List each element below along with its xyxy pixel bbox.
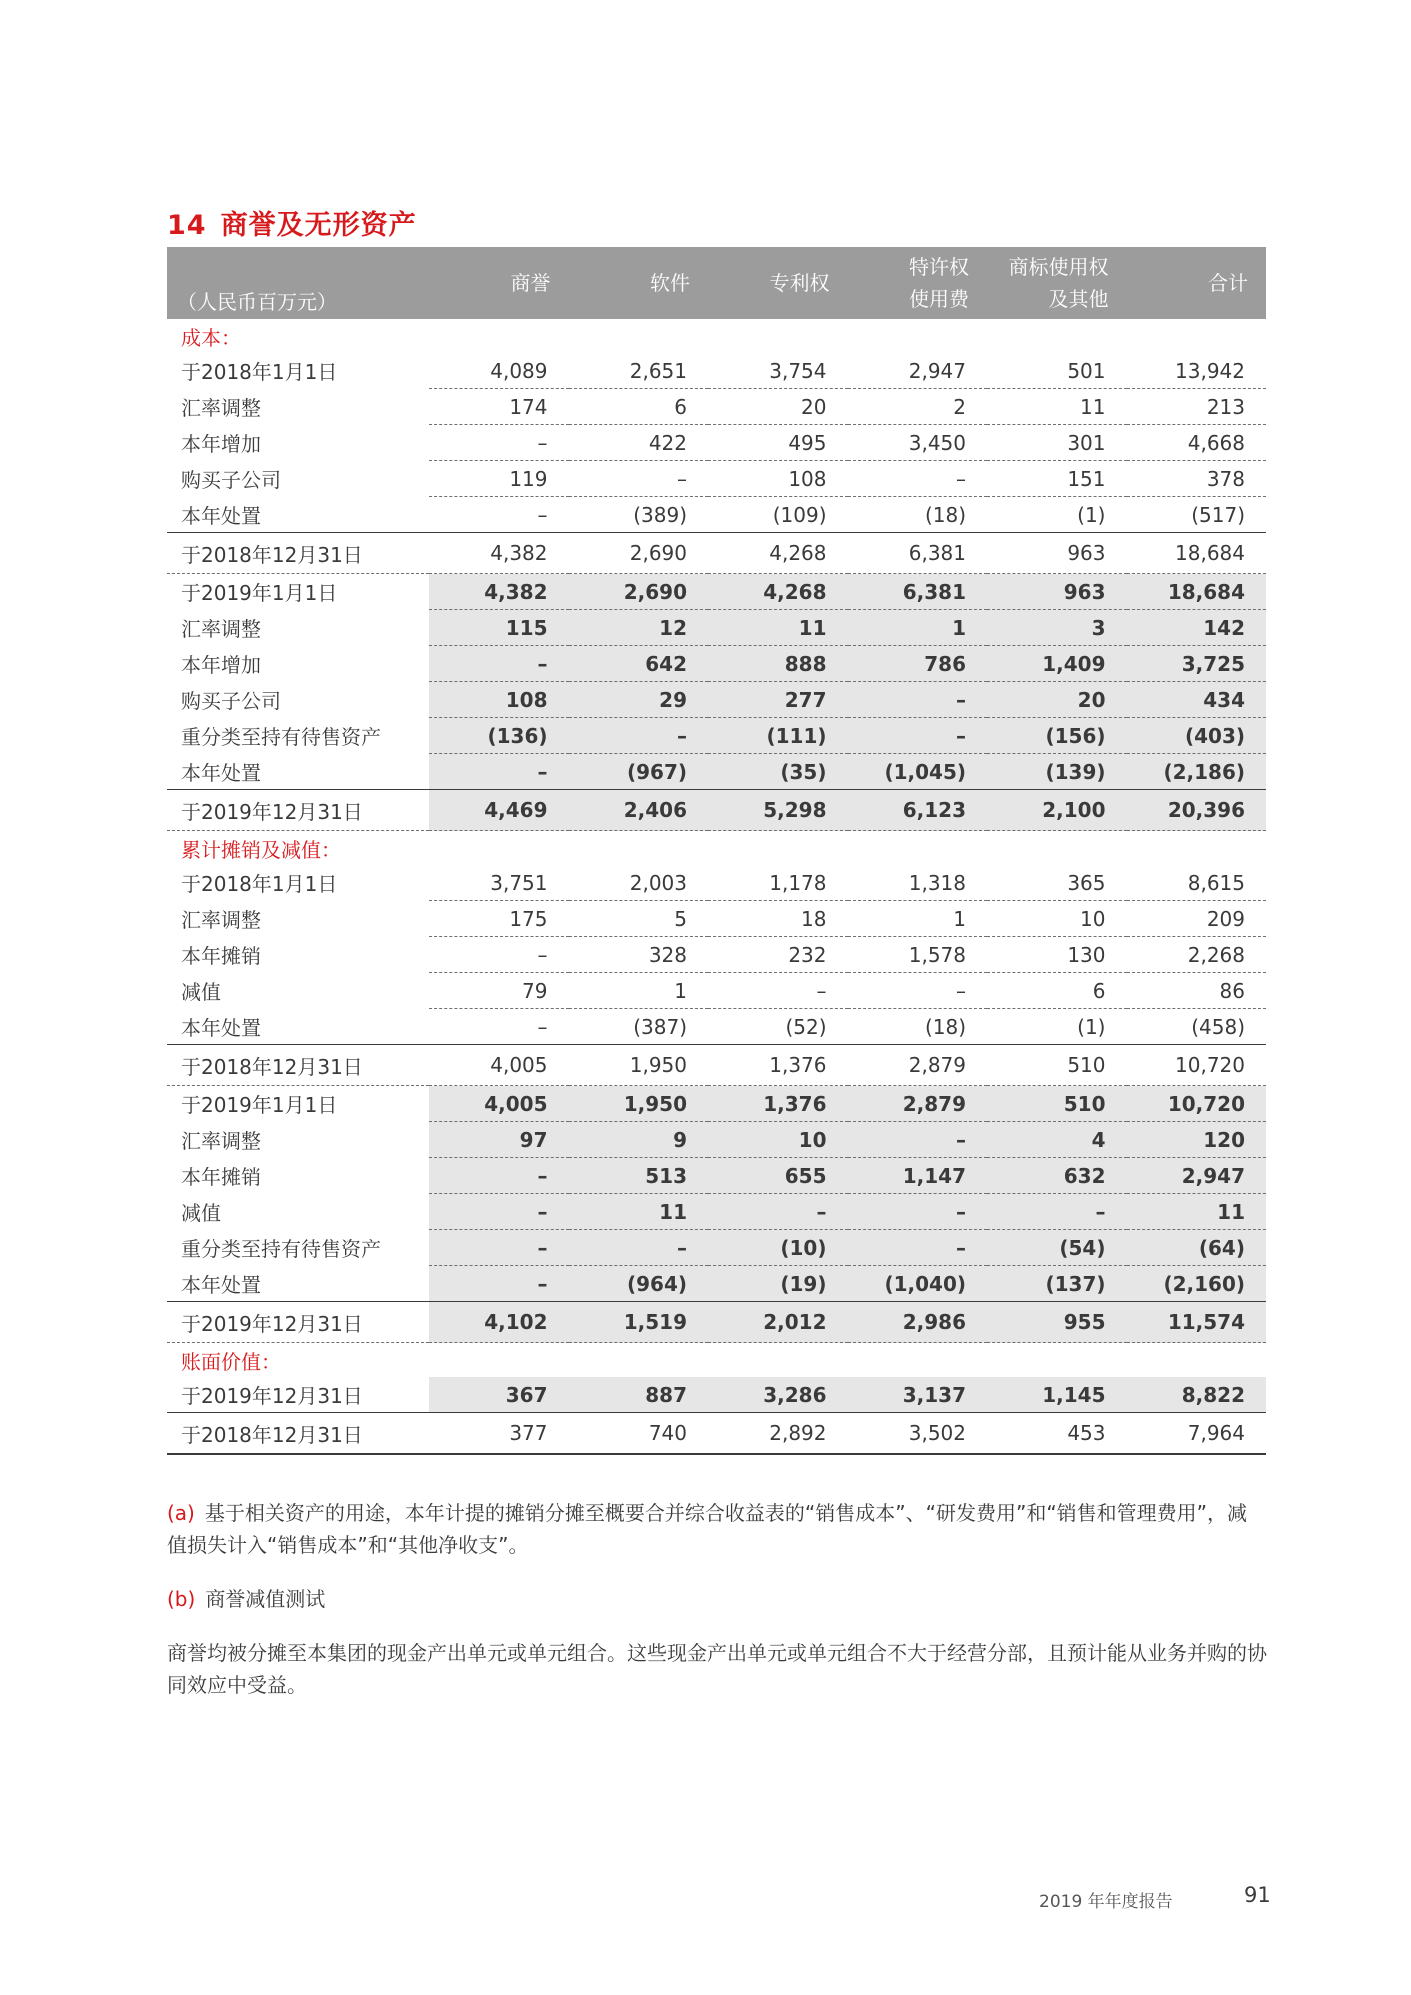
- cell-value: 328: [569, 937, 709, 973]
- cell-value: 277: [708, 682, 848, 718]
- note-a: (a) 基于相关资产的用途，本年计提的摊销分摊至概要合并综合收益表的“销售成本”、“研发费用”和“销售和管理费用”，减值损失计入“销售成本”和“其他净收支”。: [167, 1501, 1248, 1557]
- cell-value: 655: [708, 1158, 848, 1194]
- row-label: 本年摊销: [181, 1165, 261, 1189]
- cell-value: 4,268: [708, 533, 848, 574]
- cell-value: 3: [987, 610, 1127, 646]
- table-row: [167, 1266, 1266, 1302]
- table-row: [167, 646, 1266, 682]
- row-label: 汇率调整: [181, 908, 261, 932]
- cell-value: (10): [708, 1230, 848, 1266]
- cell-value: 1,376: [708, 1045, 848, 1086]
- cell-value: 1,318: [848, 865, 988, 901]
- column-header: 特许权 使用费: [848, 247, 988, 319]
- cell-value: 2,879: [848, 1086, 988, 1122]
- cell-value: 7,964: [1127, 1413, 1267, 1455]
- cell-value: 4,382: [429, 574, 569, 610]
- cell-value: 301: [987, 425, 1127, 461]
- cell-value: 2,268: [1127, 937, 1267, 973]
- table-row: [167, 1194, 1266, 1230]
- section-label: 成本：: [181, 325, 241, 350]
- row-label: 于2019年12月31日: [181, 1384, 363, 1408]
- cell-value: (52): [785, 1014, 827, 1039]
- cell-value: 108: [429, 682, 569, 718]
- table-row: [167, 901, 1266, 937]
- row-label: 本年处置: [181, 503, 261, 528]
- cell-value: 2: [848, 389, 988, 425]
- cell-value: (387): [633, 1014, 687, 1039]
- cell-value: (1,045): [848, 754, 988, 790]
- unit-label: （人民币百万元）: [167, 247, 429, 319]
- row-label: 本年处置: [181, 760, 261, 785]
- cell-value: –: [429, 425, 569, 461]
- cell-value: 5: [569, 901, 709, 937]
- table-row: [167, 682, 1266, 718]
- table-row: [167, 1377, 1266, 1413]
- cell-value: 888: [708, 646, 848, 682]
- cell-value: 2,986: [848, 1302, 988, 1343]
- cell-value: (156): [987, 718, 1127, 754]
- row-label: 重分类至持有待售资产: [181, 1237, 381, 1261]
- table-row: [167, 1045, 1266, 1086]
- row-label: 于2018年1月1日: [181, 872, 338, 897]
- cell-value: –: [429, 754, 569, 790]
- cell-value: 4: [987, 1122, 1127, 1158]
- table-row: [167, 574, 1266, 610]
- cell-value: 175: [429, 901, 569, 937]
- cell-value: 11: [708, 610, 848, 646]
- row-label: 减值: [181, 980, 221, 1004]
- cell-value: 2,879: [848, 1045, 988, 1086]
- cell-value: 510: [987, 1086, 1127, 1122]
- column-header: 商标使用权 及其他: [987, 247, 1127, 319]
- cell-value: 1,409: [987, 646, 1127, 682]
- cell-value: 11: [987, 389, 1127, 425]
- table-row: [167, 790, 1266, 831]
- cell-value: –: [537, 502, 548, 527]
- cell-value: –: [429, 937, 569, 973]
- table-row: [167, 865, 1266, 901]
- cell-value: (19): [708, 1266, 848, 1302]
- cell-value: 18: [708, 901, 848, 937]
- cell-value: (964): [569, 1266, 709, 1302]
- report-name: 2019 年年度报告: [1039, 1892, 1173, 1912]
- cell-value: 10,720: [1127, 1045, 1267, 1086]
- cell-value: –: [848, 718, 988, 754]
- cell-value: 3,137: [848, 1377, 988, 1413]
- cell-value: 3,502: [848, 1413, 988, 1455]
- cell-value: 2,892: [708, 1413, 848, 1455]
- cell-value: –: [708, 973, 848, 1009]
- table-header-row: [167, 247, 1266, 319]
- cell-value: 11: [1127, 1194, 1267, 1230]
- section-label: 账面价值：: [167, 1343, 1266, 1378]
- cell-value: 6: [987, 973, 1127, 1009]
- cell-value: 1,178: [708, 865, 848, 901]
- cell-value: 6,381: [848, 574, 988, 610]
- row-label: 于2018年12月31日: [167, 1045, 429, 1086]
- cell-value: 2,651: [569, 353, 709, 389]
- intangible-assets-table: [167, 247, 1266, 1455]
- cell-value: 9: [569, 1122, 709, 1158]
- cell-value: 740: [569, 1413, 709, 1455]
- table-row: [167, 1009, 1266, 1045]
- cell-value: (18): [924, 502, 966, 527]
- cell-value: (35): [708, 754, 848, 790]
- cell-value: 4,469: [429, 790, 569, 831]
- cell-value: (1,040): [848, 1266, 988, 1302]
- cell-value: –: [537, 1014, 548, 1039]
- cell-value: (403): [1127, 718, 1267, 754]
- section-number: 14: [167, 210, 207, 241]
- cell-value: –: [848, 1230, 988, 1266]
- row-label: 于2019年12月31日: [167, 790, 429, 831]
- cell-value: –: [569, 1230, 709, 1266]
- cell-value: 119: [429, 461, 569, 497]
- cell-value: 11,574: [1127, 1302, 1267, 1343]
- row-label: 本年增加: [181, 653, 261, 677]
- cell-value: 115: [429, 610, 569, 646]
- cell-value: 3,751: [429, 865, 569, 901]
- cell-value: 108: [708, 461, 848, 497]
- cell-value: 6,123: [848, 790, 988, 831]
- cell-value: (1): [1077, 1014, 1106, 1039]
- cell-value: 378: [1127, 461, 1267, 497]
- cell-value: (137): [987, 1266, 1127, 1302]
- cell-value: 10,720: [1127, 1086, 1267, 1122]
- cell-value: –: [429, 1230, 569, 1266]
- row-label: 于2019年12月31日: [167, 1302, 429, 1343]
- row-label: 购买子公司: [181, 468, 281, 492]
- cell-value: 2,947: [848, 353, 988, 389]
- row-label: 汇率调整: [181, 396, 261, 420]
- cell-value: –: [848, 1122, 988, 1158]
- cell-value: 786: [848, 646, 988, 682]
- cell-value: 5,298: [708, 790, 848, 831]
- table-row: [167, 973, 1266, 1009]
- cell-value: 1: [848, 901, 988, 937]
- cell-value: 1,145: [987, 1377, 1127, 1413]
- cell-value: 377: [429, 1413, 569, 1455]
- cell-value: 963: [987, 533, 1127, 574]
- cell-value: 6,381: [848, 533, 988, 574]
- cell-value: 97: [429, 1122, 569, 1158]
- cell-value: 1,147: [848, 1158, 988, 1194]
- cell-value: (54): [987, 1230, 1127, 1266]
- cell-value: 642: [569, 646, 709, 682]
- cell-value: 632: [987, 1158, 1127, 1194]
- cell-value: (18): [924, 1014, 966, 1039]
- note-b-heading: (b) 商誉减值测试: [167, 1587, 326, 1611]
- table-row: [167, 1302, 1266, 1343]
- row-label: 汇率调整: [181, 617, 261, 641]
- cell-value: –: [429, 1194, 569, 1230]
- cell-value: 1,519: [569, 1302, 709, 1343]
- cell-value: (64): [1127, 1230, 1267, 1266]
- cell-value: 4,382: [429, 533, 569, 574]
- column-header: 软件: [569, 247, 709, 319]
- row-label: 购买子公司: [181, 689, 281, 713]
- column-header: 专利权: [708, 247, 848, 319]
- table-row: [167, 497, 1266, 533]
- cell-value: 453: [987, 1413, 1127, 1455]
- section-row: [167, 319, 1266, 353]
- cell-value: 513: [569, 1158, 709, 1194]
- page-footer: [1039, 1883, 1271, 1912]
- table-row: [167, 718, 1266, 754]
- cell-value: –: [848, 461, 988, 497]
- cell-value: –: [569, 461, 709, 497]
- cell-value: 4,268: [708, 574, 848, 610]
- cell-value: (111): [708, 718, 848, 754]
- table-row: [167, 533, 1266, 574]
- section-label: 累计摊销及减值：: [167, 831, 1266, 866]
- cell-value: 955: [987, 1302, 1127, 1343]
- cell-value: (1): [1077, 502, 1106, 527]
- row-label: 汇率调整: [181, 1129, 261, 1153]
- cell-value: 963: [987, 574, 1127, 610]
- cell-value: 20: [987, 682, 1127, 718]
- cell-value: 2,003: [569, 865, 709, 901]
- cell-value: 3,450: [848, 425, 988, 461]
- cell-value: 1,950: [569, 1045, 709, 1086]
- cell-value: 2,012: [708, 1302, 848, 1343]
- notes: [167, 1497, 1267, 1723]
- row-label: 于2018年12月31日: [167, 533, 429, 574]
- row-label: 本年摊销: [181, 944, 261, 968]
- table-row: [167, 353, 1266, 389]
- cell-value: 501: [987, 353, 1127, 389]
- cell-value: 367: [429, 1377, 569, 1413]
- row-label: 于2018年12月31日: [167, 1413, 429, 1455]
- row-label: 减值: [181, 1201, 221, 1225]
- cell-value: –: [848, 973, 988, 1009]
- column-header: 合计: [1127, 247, 1267, 319]
- table-row: [167, 389, 1266, 425]
- cell-value: 130: [987, 937, 1127, 973]
- cell-value: 86: [1127, 973, 1267, 1009]
- section-heading: 商誉及无形资产: [220, 210, 417, 241]
- cell-value: (389): [633, 502, 687, 527]
- table-row: [167, 1086, 1266, 1122]
- cell-value: (2,160): [1127, 1266, 1267, 1302]
- row-label: 于2019年1月1日: [181, 1093, 338, 1118]
- cell-value: 10: [708, 1122, 848, 1158]
- cell-value: 8,615: [1127, 865, 1267, 901]
- table-body: [167, 319, 1266, 1454]
- cell-value: 4,089: [429, 353, 569, 389]
- cell-value: 213: [1127, 389, 1267, 425]
- table-row: [167, 461, 1266, 497]
- row-label: 本年处置: [181, 1015, 261, 1040]
- table-row: [167, 937, 1266, 973]
- table-row: [167, 425, 1266, 461]
- cell-value: 495: [708, 425, 848, 461]
- cell-value: 13,942: [1127, 353, 1267, 389]
- cell-value: –: [708, 1194, 848, 1230]
- cell-value: 2,690: [569, 533, 709, 574]
- cell-value: –: [848, 1194, 988, 1230]
- cell-value: 1,950: [569, 1086, 709, 1122]
- cell-value: 2,947: [1127, 1158, 1267, 1194]
- cell-value: (967): [569, 754, 709, 790]
- cell-value: 10: [987, 901, 1127, 937]
- row-label: 本年处置: [181, 1272, 261, 1297]
- cell-value: (2,186): [1127, 754, 1267, 790]
- cell-value: –: [429, 1158, 569, 1194]
- cell-value: 4,102: [429, 1302, 569, 1343]
- table-row: [167, 1122, 1266, 1158]
- cell-value: 20,396: [1127, 790, 1267, 831]
- note-b-body: 商誉均被分摊至本集团的现金产出单元或单元组合。这些现金产出单元或单元组合不大于经营分部，且预计能从业务并购的协同效应中受益。: [167, 1641, 1267, 1697]
- cell-value: 2,100: [987, 790, 1127, 831]
- page-number: 91: [1244, 1883, 1271, 1907]
- cell-value: 8,822: [1127, 1377, 1267, 1413]
- row-label: 于2019年1月1日: [181, 581, 338, 606]
- row-label: 重分类至持有待售资产: [181, 725, 381, 749]
- section-row: [167, 1343, 1266, 1378]
- section-row: [167, 831, 1266, 866]
- cell-value: 365: [987, 865, 1127, 901]
- row-label: 本年增加: [181, 432, 261, 456]
- cell-value: 12: [569, 610, 709, 646]
- cell-value: 2,690: [569, 574, 709, 610]
- cell-value: 174: [429, 389, 569, 425]
- cell-value: –: [569, 718, 709, 754]
- cell-value: 887: [569, 1377, 709, 1413]
- cell-value: 11: [569, 1194, 709, 1230]
- cell-value: 6: [569, 389, 709, 425]
- cell-value: 1,376: [708, 1086, 848, 1122]
- cell-value: 142: [1127, 610, 1267, 646]
- cell-value: 18,684: [1127, 533, 1267, 574]
- cell-value: –: [987, 1194, 1127, 1230]
- table-row: [167, 754, 1266, 790]
- cell-value: –: [429, 1266, 569, 1302]
- table-row: [167, 610, 1266, 646]
- cell-value: –: [429, 646, 569, 682]
- cell-value: 120: [1127, 1122, 1267, 1158]
- cell-value: 4,005: [429, 1045, 569, 1086]
- table-row: [167, 1158, 1266, 1194]
- cell-value: 4,668: [1127, 425, 1267, 461]
- table-row: [167, 1230, 1266, 1266]
- cell-value: 3,286: [708, 1377, 848, 1413]
- cell-value: 422: [569, 425, 709, 461]
- cell-value: (458): [1191, 1014, 1245, 1039]
- cell-value: 1: [848, 610, 988, 646]
- cell-value: 1: [569, 973, 709, 1009]
- cell-value: 29: [569, 682, 709, 718]
- cell-value: (136): [429, 718, 569, 754]
- cell-value: 434: [1127, 682, 1267, 718]
- section-title: [167, 203, 417, 242]
- cell-value: 3,754: [708, 353, 848, 389]
- cell-value: 510: [987, 1045, 1127, 1086]
- table-row: [167, 1413, 1266, 1455]
- cell-value: –: [848, 682, 988, 718]
- cell-value: 18,684: [1127, 574, 1267, 610]
- cell-value: 232: [708, 937, 848, 973]
- cell-value: 79: [429, 973, 569, 1009]
- cell-value: 2,406: [569, 790, 709, 831]
- cell-value: 20: [708, 389, 848, 425]
- cell-value: (109): [772, 502, 827, 527]
- cell-value: 209: [1127, 901, 1267, 937]
- cell-value: 4,005: [429, 1086, 569, 1122]
- cell-value: (517): [1191, 502, 1245, 527]
- cell-value: (139): [987, 754, 1127, 790]
- cell-value: 3,725: [1127, 646, 1267, 682]
- row-label: 于2018年1月1日: [181, 360, 338, 385]
- cell-value: 1,578: [848, 937, 988, 973]
- column-header: 商誉: [429, 247, 569, 319]
- cell-value: 151: [987, 461, 1127, 497]
